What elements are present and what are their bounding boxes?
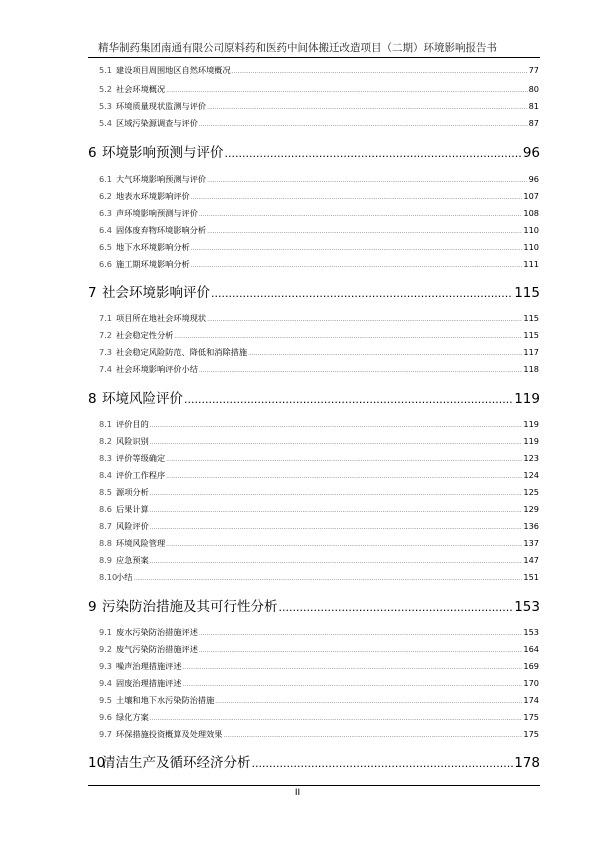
toc-entry-number: 6.6	[99, 259, 113, 269]
toc-section-entry[interactable]	[99, 191, 539, 203]
header-rule	[88, 57, 540, 58]
toc-section-entry[interactable]	[99, 453, 539, 465]
toc-entry-number: 8.10	[99, 572, 118, 582]
toc-leader-dots	[150, 490, 523, 497]
toc-section-entry[interactable]	[99, 347, 539, 359]
toc-section-entry[interactable]	[99, 644, 539, 656]
toc-leader-dots	[191, 194, 523, 201]
toc-leader-dots	[215, 698, 522, 705]
toc-entry-page: 125	[523, 487, 539, 497]
toc-entry-number: 8.4	[99, 470, 113, 480]
toc-entry-number: 8.7	[99, 521, 113, 531]
toc-leader-dots	[150, 439, 523, 446]
toc-entry-page: 96	[528, 174, 539, 184]
toc-entry-page: 175	[523, 712, 539, 722]
toc-leader-dots	[166, 473, 522, 480]
toc-leader-dots	[199, 211, 522, 218]
toc-entry-page: 117	[523, 347, 539, 357]
toc-section-entry[interactable]	[99, 364, 539, 376]
toc-entry-title: 污染防治措施及其可行性分析	[102, 599, 278, 615]
toc-section-entry[interactable]	[99, 572, 539, 584]
toc-entry-number: 10	[88, 755, 106, 771]
toc-entry-title: 环保措施投资概算及处理效果	[116, 729, 223, 739]
toc-section-entry[interactable]	[99, 313, 539, 325]
toc-section-entry[interactable]	[99, 242, 539, 254]
toc-section-entry[interactable]	[99, 729, 539, 741]
toc-entry-number: 8.8	[99, 538, 113, 548]
toc-section-entry[interactable]	[99, 712, 539, 724]
toc-entry-number: 9.3	[99, 661, 113, 671]
toc-section-entry[interactable]	[99, 330, 539, 342]
toc-leader-dots	[183, 681, 523, 688]
toc-entry-page: 87	[528, 118, 539, 128]
toc-entry-number: 9.1	[99, 627, 113, 637]
toc-entry-title: 施工期环境影响分析	[116, 259, 190, 269]
toc-entry-title: 社会环境概况	[116, 84, 166, 94]
toc-leader-dots	[191, 245, 523, 252]
toc-entry-page: 153	[514, 599, 540, 615]
toc-entry-page: 151	[523, 572, 539, 582]
toc-entry-title: 地表水环境影响评价	[116, 191, 190, 201]
toc-entry-page: 118	[523, 364, 539, 374]
toc-entry-number: 8.1	[99, 419, 113, 429]
toc-entry-number: 9.4	[99, 678, 113, 688]
toc-entry-title: 源项分析	[116, 487, 149, 497]
toc-entry-number: 9	[88, 599, 97, 615]
toc-leader-dots	[207, 228, 522, 235]
toc-entry-title: 社会稳定性分析	[116, 330, 174, 340]
toc-section-entry[interactable]	[99, 174, 539, 186]
toc-chapter-entry[interactable]	[88, 141, 540, 159]
toc-entry-title: 废气污染防治措施评述	[116, 644, 198, 654]
toc-leader-dots	[199, 367, 522, 374]
toc-entry-title: 绿化方案	[116, 712, 149, 722]
toc-entry-number: 8	[88, 391, 97, 407]
toc-entry-page: 129	[523, 504, 539, 514]
toc-section-entry[interactable]	[99, 419, 539, 431]
toc-entry-title: 环境质量现状监测与评价	[116, 101, 207, 111]
toc-chapter-entry[interactable]	[88, 387, 540, 405]
toc-section-entry[interactable]	[99, 118, 539, 130]
page-header: 精华制药集团南通有限公司原料药和医药中间体搬迁改造项目（二期）环境影响报告书	[98, 42, 497, 54]
toc-entry-title: 环境风险管理	[116, 538, 166, 548]
toc-leader-dots	[279, 601, 514, 614]
toc-leader-dots	[183, 664, 523, 671]
toc-entry-page: 136	[523, 521, 539, 531]
toc-entry-title: 建设项目周围地区自然环境概况	[116, 65, 231, 75]
toc-entry-number: 8.6	[99, 504, 113, 514]
toc-entry-number: 7.3	[99, 347, 113, 357]
toc-entry-title: 废水污染防治措施评述	[116, 627, 198, 637]
toc-section-entry[interactable]	[99, 695, 539, 707]
toc-leader-dots	[199, 630, 522, 637]
toc-entry-number: 8.5	[99, 487, 113, 497]
toc-leader-dots	[207, 316, 522, 323]
toc-entry-title: 评价目的	[116, 419, 149, 429]
toc-entry-page: 147	[523, 555, 539, 565]
toc-entry-page: 80	[528, 84, 539, 94]
toc-chapter-entry[interactable]	[88, 281, 540, 299]
toc-entry-number: 7.2	[99, 330, 113, 340]
toc-entry-title: 评价工作程序	[116, 470, 166, 480]
toc-entry-page: 81	[528, 101, 539, 111]
toc-entry-title: 后果计算	[116, 504, 149, 514]
toc-entry-number: 9.5	[99, 695, 113, 705]
toc-entry-page: 107	[523, 191, 539, 201]
toc-entry-page: 178	[514, 755, 540, 771]
toc-entry-page: 108	[523, 208, 539, 218]
toc-entry-number: 7	[88, 285, 97, 301]
toc-entry-page: 174	[523, 695, 539, 705]
toc-leader-dots	[150, 558, 523, 565]
toc-entry-number: 8.9	[99, 555, 113, 565]
toc-chapter-entry[interactable]	[88, 595, 540, 613]
toc-leader-dots	[133, 575, 522, 582]
toc-section-entry[interactable]	[99, 84, 539, 96]
toc-leader-dots	[207, 177, 528, 184]
toc-leader-dots	[248, 350, 522, 357]
toc-entry-page: 115	[523, 330, 539, 340]
toc-entry-page: 77	[528, 65, 539, 75]
toc-leader-dots	[166, 456, 522, 463]
toc-entry-number: 6.2	[99, 191, 113, 201]
toc-entry-page: 119	[523, 436, 539, 446]
toc-entry-page: 175	[523, 729, 539, 739]
toc-leader-dots	[150, 524, 523, 531]
toc-leader-dots	[225, 147, 522, 160]
toc-entry-number: 7.1	[99, 313, 113, 323]
page-number: II	[294, 788, 301, 798]
toc-leader-dots	[150, 715, 523, 722]
toc-entry-number: 6.5	[99, 242, 113, 252]
footer-rule	[88, 785, 540, 786]
toc-section-entry[interactable]	[99, 504, 539, 516]
toc-leader-dots	[191, 262, 523, 269]
toc-entry-title: 风险评价	[116, 521, 149, 531]
toc-leader-dots	[199, 647, 522, 654]
toc-leader-dots	[223, 732, 522, 739]
toc-section-entry[interactable]	[99, 627, 539, 639]
toc-entry-page: 110	[523, 242, 539, 252]
toc-entry-page: 169	[523, 661, 539, 671]
toc-entry-title: 社会环境影响评价	[102, 285, 210, 301]
toc-leader-dots	[232, 68, 528, 75]
toc-section-entry[interactable]	[99, 101, 539, 113]
toc-entry-title: 区域污染源调查与评价	[116, 118, 198, 128]
toc-section-entry[interactable]	[99, 661, 539, 673]
toc-entry-number: 5.1	[99, 65, 113, 75]
toc-leader-dots	[184, 393, 513, 406]
toc-entry-number: 9.2	[99, 644, 113, 654]
toc-entry-title: 环境影响预测与评价	[102, 145, 224, 161]
toc-entry-title: 小结	[116, 572, 133, 582]
toc-entry-title: 应急预案	[116, 555, 149, 565]
toc-entry-title: 社会稳定风险防范、降低和消除措施	[116, 347, 248, 357]
toc-entry-number: 6	[88, 145, 97, 161]
toc-entry-page: 110	[523, 225, 539, 235]
toc-entry-title: 大气环境影响预测与评价	[116, 174, 207, 184]
toc-entry-page: 119	[514, 391, 540, 407]
toc-entry-number: 6.1	[99, 174, 113, 184]
toc-section-entry[interactable]	[99, 678, 539, 690]
toc-entry-page: 124	[523, 470, 539, 480]
toc-section-entry[interactable]	[99, 521, 539, 533]
toc-entry-title: 土壤和地下水污染防治措施	[116, 695, 215, 705]
toc-leader-dots	[211, 287, 513, 300]
toc-entry-number: 5.3	[99, 101, 113, 111]
toc-entry-page: 115	[523, 313, 539, 323]
toc-section-entry[interactable]	[99, 470, 539, 482]
toc-section-entry[interactable]	[99, 65, 539, 77]
toc-leader-dots	[174, 333, 522, 340]
toc-entry-number: 5.4	[99, 118, 113, 128]
toc-leader-dots	[207, 104, 528, 111]
toc-entry-number: 8.3	[99, 453, 113, 463]
toc-entry-number: 6.3	[99, 208, 113, 218]
toc-leader-dots	[166, 87, 527, 94]
toc-leader-dots	[150, 507, 523, 514]
toc-entry-page: 111	[523, 259, 539, 269]
toc-entry-page: 170	[523, 678, 539, 688]
toc-leader-dots	[150, 422, 523, 429]
toc-leader-dots	[166, 541, 522, 548]
toc-section-entry[interactable]	[99, 259, 539, 271]
toc-entry-page: 153	[523, 627, 539, 637]
toc-entry-number: 6.4	[99, 225, 113, 235]
toc-entry-number: 9.7	[99, 729, 113, 739]
toc-chapter-entry[interactable]	[88, 751, 540, 769]
toc-entry-title: 地下水环境影响分析	[116, 242, 190, 252]
toc-section-entry[interactable]	[99, 225, 539, 237]
toc-entry-page: 164	[523, 644, 539, 654]
toc-leader-dots	[252, 757, 514, 770]
toc-section-entry[interactable]	[99, 436, 539, 448]
toc-entry-page: 137	[523, 538, 539, 548]
toc-entry-page: 96	[522, 145, 540, 161]
toc-entry-title: 风险识别	[116, 436, 149, 446]
toc-entry-title: 固体废弃物环境影响分析	[116, 225, 207, 235]
toc-entry-title: 声环境影响预测与评价	[116, 208, 198, 218]
toc-entry-title: 评价等级确定	[116, 453, 166, 463]
toc-section-entry[interactable]	[99, 538, 539, 550]
toc-section-entry[interactable]	[99, 555, 539, 567]
toc-entry-title: 项目所在地社会环境现状	[116, 313, 207, 323]
toc-entry-page: 115	[514, 285, 540, 301]
toc-entry-number: 8.2	[99, 436, 113, 446]
toc-entry-page: 119	[523, 419, 539, 429]
toc-section-entry[interactable]	[99, 487, 539, 499]
toc-entry-number: 9.6	[99, 712, 113, 722]
toc-entry-title: 清洁生产及循环经济分析	[102, 755, 251, 771]
toc-entry-page: 123	[523, 453, 539, 463]
toc-entry-number: 7.4	[99, 364, 113, 374]
toc-entry-title: 噪声治理措施评述	[116, 661, 182, 671]
toc-entry-title: 环境风险评价	[102, 391, 183, 407]
toc-section-entry[interactable]	[99, 208, 539, 220]
toc-entry-number: 5.2	[99, 84, 113, 94]
toc-entry-title: 固废治理措施评述	[116, 678, 182, 688]
toc-entry-title: 社会环境影响评价小结	[116, 364, 198, 374]
toc-leader-dots	[199, 121, 528, 128]
